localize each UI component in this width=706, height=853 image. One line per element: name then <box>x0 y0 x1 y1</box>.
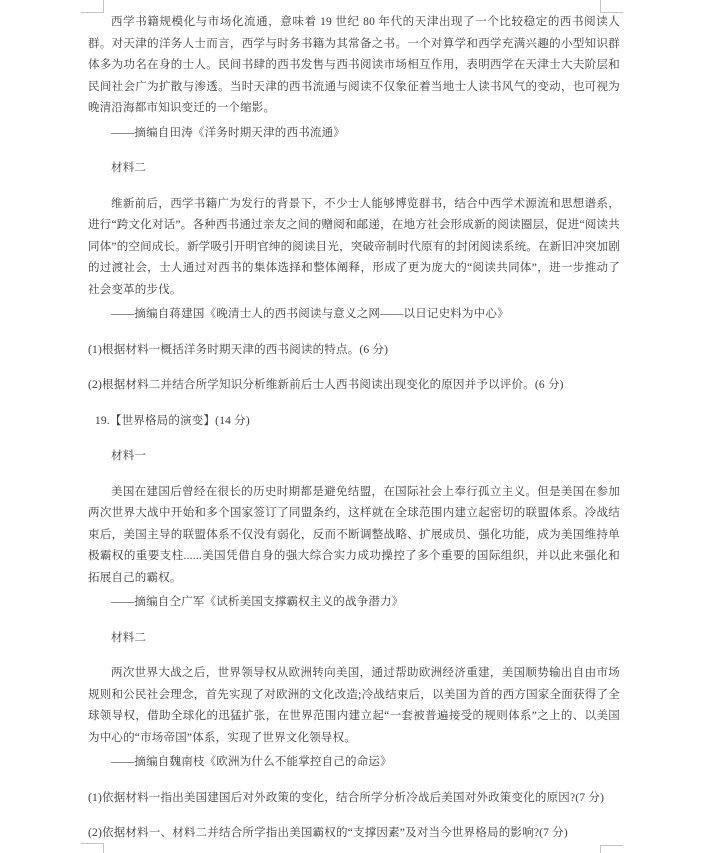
material-paragraph: 西学书籍规模化与市场化流通，意味着 19 世纪 80 年代的天津出现了一个比较稳定的西书阅读人群。对天津的洋务人士而言，西学与时务书籍为其常备之书。一个对算学和西学充满兴趣的小型知识群体多为功名在身的士人。民间书肆的西书发售与西书阅读市场相互作用，表明西学在天津士大夫阶层和民间社会广为扩散与渗透。当时天津的西书流通与阅读不仅象征着当地士人读书风气的变动，也可视为晚清沿海都市知识变迁的一个缩影。 <box>88 16 620 114</box>
question-item: (2)根据材料二并结合所学知识分析维新前后士人西书阅读出现变化的原因并予以评价。(6 分) <box>88 379 564 391</box>
material-paragraph: 两次世界大战之后，世界领导权从欧洲转向美国，通过帮助欧洲经济重建，美国顺势输出自由市场规则和公民社会理念，首先实现了对欧洲的文化改造;冷战结束后，以美国为首的西方国家全面获得了全球领导权，借助全球化的迅猛扩张，在世界范围内建立起“一套被普遍接受的规则体系”之上的、以美国为中心的“市场帝国”体系，实现了世界文化领导权。 <box>88 667 620 744</box>
question-item: (1)依据材料一指出美国建国后对外政策的变化，结合所学分析冷战后美国对外政策变化的原因?(7 分) <box>88 791 605 804</box>
document-text-area <box>88 12 620 853</box>
source-citation: ——摘编自仝广军《试析美国支撑霸权主义的战争潜力》 <box>111 596 404 608</box>
material-label: 材料二 <box>111 162 147 174</box>
question-heading: 19.【世界格局的演变】(14 分) <box>94 414 250 427</box>
material-label: 材料一 <box>111 450 147 462</box>
material-paragraph: 美国在建国后曾经在很长的历史时期都是避免结盟，在国际社会上奉行孤立主义。但是美国在参加两次世界大战中开始和多个国家签订了同盟条约，这样就在全球范围内建立起密切的联盟体系。冷战结束后，美国主导的联盟体系不仅没有弱化，反而不断调整战略、扩展成员、强化功能，成为美国维持单极霸权的重要支柱......美国凭借自身的强大综合实力成功操控了多个重要的国际组织，并以此来强化和拓展自己的霸权。 <box>88 485 620 584</box>
material-label: 材料二 <box>111 631 147 644</box>
source-citation: ——摘编自田涛《洋务时期天津的西书流通》 <box>111 126 345 139</box>
question-item: (1)根据材料一概括洋务时期天津的西书阅读的特点。(6 分) <box>88 343 389 356</box>
source-citation: ——摘编自蒋建国《晚清士人的西书阅读与意义之网——以日记史料为中心》 <box>111 308 509 320</box>
source-citation: ——摘编自魏南枝《欧洲为什么不能掌控自己的命运》 <box>111 756 392 768</box>
material-paragraph: 维新前后，西学书籍广为发行的背景下，不少士人能够博览群书，结合中西学术源流和思想谱系，进行“跨文化对话”。各种西书通过亲友之间的赠阅和邮递，在地方社会形成新的阅读圈层，促进“阅读共同体”的空间成长。新学吸引开明官绅的阅读目光，突破帝制时代原有的封闭阅读系统。在新旧冲突加剧的过渡社会，士人通过对西书的集体选择和整体阐释，形成了更为庞大的“阅读共同体”，进一步推动了社会变革的步伐。 <box>88 197 620 296</box>
question-item: (2)依据材料一、材料二并结合所学指出美国霸权的“支撑因素”及对当今世界格局的影响?(7 分) <box>88 827 568 839</box>
